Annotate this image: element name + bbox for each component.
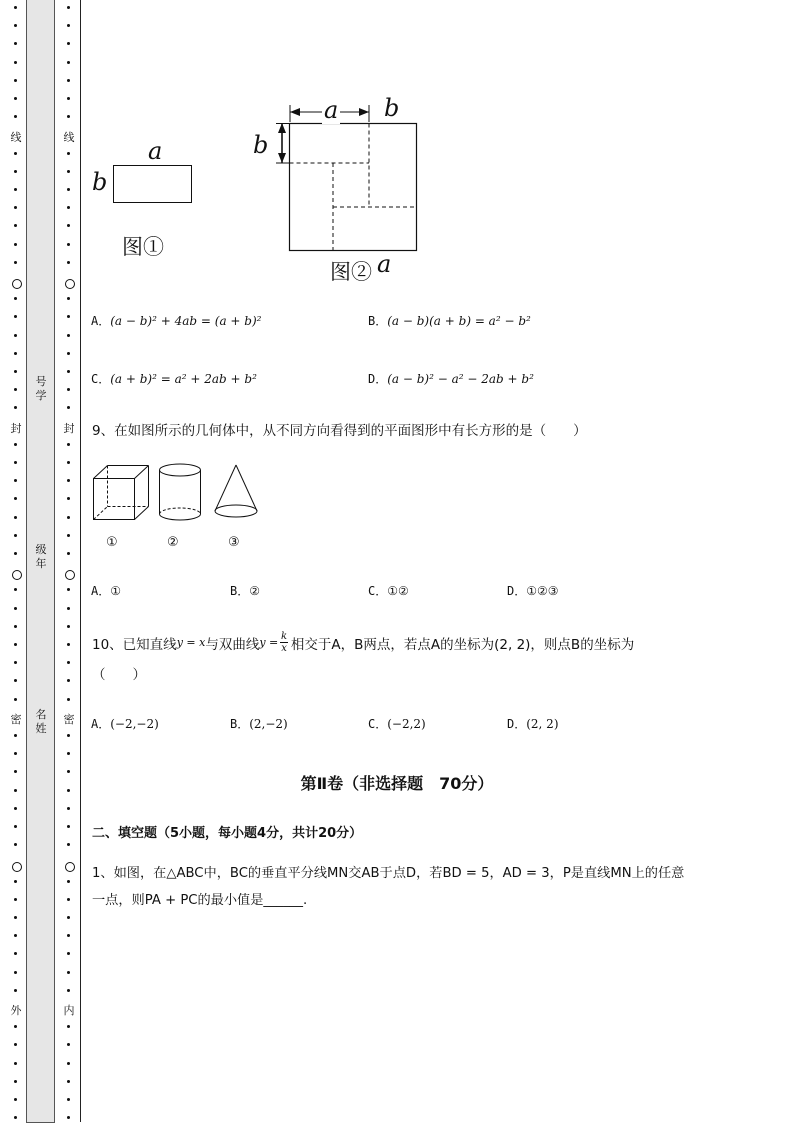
outer-ring-mark — [12, 279, 22, 289]
dot — [67, 243, 70, 246]
cone-icon — [211, 462, 263, 524]
outer-cut-mark: 外 — [10, 1004, 22, 1017]
dot — [67, 971, 70, 974]
dot — [14, 552, 17, 555]
fig2-label-b-left: b — [253, 131, 269, 159]
dot — [67, 843, 70, 846]
inner-dotted-line — [64, 0, 74, 1123]
q10-option-a[interactable]: A．(−2,−2) — [91, 717, 159, 731]
outer-ring-mark — [12, 570, 22, 580]
binding-margin — [0, 0, 82, 1123]
q9-option-d[interactable]: D．①②③ — [507, 584, 559, 598]
dot — [67, 352, 70, 355]
dot — [67, 315, 70, 318]
dot — [67, 224, 70, 227]
dot — [14, 643, 17, 646]
dot — [67, 115, 70, 118]
fill-q1-line1: 1、如图，在△ABC中，BC的垂直平分线MN交AB于点D，若BD = 5，AD = 3，P是直线MN上的任意 — [92, 866, 685, 881]
field-grade: 级 年 — [35, 543, 47, 570]
q10-text: 10、已知直线 y = x 与双曲线 y = $\frac{k}{x}$ 相交于A，B两点，若点A的坐标为(2, 2)，则点B的坐标为 — [92, 631, 635, 654]
margin-rule — [80, 0, 81, 1122]
fig2-diagram — [270, 100, 430, 260]
dot — [14, 1062, 17, 1065]
dot — [67, 170, 70, 173]
dot — [67, 734, 70, 737]
dot — [67, 661, 70, 664]
inner-cut-mark: 内 — [63, 1004, 75, 1017]
shape-label-3: ③ — [228, 535, 240, 550]
q8-option-d[interactable]: D．(a − b)² − a² − 2ab + b² — [368, 372, 534, 386]
dot — [14, 479, 17, 482]
shape-label-2: ② — [167, 535, 179, 550]
dot — [14, 406, 17, 409]
dot — [14, 1116, 17, 1119]
dot — [14, 152, 17, 155]
dot — [67, 898, 70, 901]
dot — [14, 807, 17, 810]
dot — [14, 989, 17, 992]
dot — [14, 916, 17, 919]
dot — [67, 406, 70, 409]
dot — [14, 61, 17, 64]
dot — [14, 880, 17, 883]
dot — [67, 334, 70, 337]
dot — [14, 461, 17, 464]
dot — [67, 61, 70, 64]
part-2-title: 第Ⅱ卷（非选择题 70分） — [300, 774, 494, 793]
dot — [67, 588, 70, 591]
fig2-label-a-top: a — [324, 96, 339, 124]
dot — [14, 79, 17, 82]
inner-ring-mark — [65, 570, 75, 580]
dot — [14, 315, 17, 318]
dot — [14, 1043, 17, 1046]
q8-option-b[interactable]: B．(a − b)(a + b) = a² − b² — [368, 314, 531, 328]
dot — [67, 625, 70, 628]
dot — [14, 971, 17, 974]
dot — [67, 42, 70, 45]
dot — [14, 934, 17, 937]
dot — [14, 698, 17, 701]
dot — [67, 1062, 70, 1065]
outer-cut-mark: 密 — [10, 713, 22, 726]
dot — [67, 534, 70, 537]
q9-option-b[interactable]: B．② — [230, 584, 260, 598]
dot — [14, 6, 17, 9]
dot — [67, 607, 70, 610]
dot — [67, 752, 70, 755]
dot — [14, 1080, 17, 1083]
dot — [67, 97, 70, 100]
dot — [67, 1098, 70, 1101]
dot — [14, 734, 17, 737]
dot — [14, 516, 17, 519]
dot — [14, 188, 17, 191]
dot — [67, 188, 70, 191]
dot — [67, 552, 70, 555]
dot — [14, 443, 17, 446]
dot — [67, 206, 70, 209]
fraction-k-over-x: $\frac{k}{x}$ — [281, 631, 288, 654]
dot — [67, 698, 70, 701]
outer-ring-mark — [12, 862, 22, 872]
dot — [14, 898, 17, 901]
inner-cut-mark: 线 — [63, 131, 75, 144]
dot — [14, 334, 17, 337]
q8-option-c[interactable]: C．(a + b)² = a² + 2ab + b² — [91, 372, 257, 386]
dot — [67, 24, 70, 27]
fig2-caption: 图② — [330, 260, 372, 284]
dot — [14, 607, 17, 610]
dot — [14, 243, 17, 246]
dot — [14, 261, 17, 264]
dot — [67, 952, 70, 955]
dot — [14, 370, 17, 373]
q9-option-c[interactable]: C．①② — [368, 584, 409, 598]
outer-cut-mark: 封 — [10, 422, 22, 435]
dot — [14, 825, 17, 828]
cube-icon — [90, 462, 154, 524]
q9-text: 9、在如图所示的几何体中，从不同方向看得到的平面图形中有长方形的是（ ） — [92, 423, 587, 439]
dot — [14, 42, 17, 45]
dot — [67, 989, 70, 992]
dot — [14, 97, 17, 100]
inner-cut-mark: 密 — [63, 713, 75, 726]
dot — [67, 1116, 70, 1119]
dot — [67, 643, 70, 646]
fig1-rectangle — [113, 165, 192, 203]
dot — [67, 1043, 70, 1046]
dot — [67, 497, 70, 500]
q10-option-c[interactable]: C．(−2,2) — [368, 717, 426, 731]
q10-answer-blank: （ ） — [92, 667, 146, 683]
outer-dotted-line — [11, 0, 21, 1123]
dot — [67, 479, 70, 482]
dot — [67, 6, 70, 9]
dot — [14, 661, 17, 664]
dot — [67, 79, 70, 82]
dot — [67, 916, 70, 919]
dot — [67, 516, 70, 519]
dot — [14, 752, 17, 755]
dot — [14, 352, 17, 355]
inner-cut-mark: 封 — [63, 422, 75, 435]
dot — [67, 152, 70, 155]
dot — [14, 843, 17, 846]
q10-option-d[interactable]: D．(2, 2) — [507, 717, 559, 731]
dot — [67, 297, 70, 300]
field-student-id: 号 学 — [35, 375, 47, 402]
dot — [14, 297, 17, 300]
dot — [14, 1098, 17, 1101]
fig2-label-b-top: b — [384, 94, 400, 122]
q9-option-a[interactable]: A．① — [91, 584, 121, 598]
dot — [14, 679, 17, 682]
q8-option-a[interactable]: A．(a − b)² + 4ab = (a + b)² — [91, 314, 262, 328]
dot — [14, 206, 17, 209]
dot — [67, 880, 70, 883]
dot — [14, 24, 17, 27]
dot — [14, 952, 17, 955]
fill-q1-line2: 一点，则PA + PC的最小值是______. — [92, 893, 308, 908]
dot — [14, 497, 17, 500]
dot — [14, 534, 17, 537]
dot — [14, 388, 17, 391]
shape-label-1: ① — [106, 535, 118, 550]
fig1-label-b: b — [92, 168, 108, 196]
fill-in-section-heading: 二、填空题（5小题，每小题4分，共计20分） — [92, 826, 363, 841]
inner-ring-mark — [65, 862, 75, 872]
dot — [14, 1025, 17, 1028]
dot — [67, 443, 70, 446]
dot — [14, 625, 17, 628]
dot — [67, 261, 70, 264]
fig1-caption: 图① — [122, 235, 164, 259]
dot — [67, 461, 70, 464]
fig1-label-a: a — [148, 137, 163, 165]
dot — [67, 679, 70, 682]
dot — [67, 934, 70, 937]
field-name: 名 姓 — [35, 708, 47, 735]
dot — [14, 115, 17, 118]
dot — [67, 370, 70, 373]
dot — [67, 388, 70, 391]
q10-option-b[interactable]: B．(2,−2) — [230, 717, 288, 731]
outer-cut-mark: 线 — [10, 131, 22, 144]
dot — [67, 1080, 70, 1083]
dot — [14, 170, 17, 173]
dot — [67, 825, 70, 828]
inner-ring-mark — [65, 279, 75, 289]
fig2-label-a-bottom: a — [377, 250, 392, 278]
dot — [14, 588, 17, 591]
dot — [67, 807, 70, 810]
dot — [14, 224, 17, 227]
dot — [67, 1025, 70, 1028]
cylinder-icon — [156, 462, 206, 524]
